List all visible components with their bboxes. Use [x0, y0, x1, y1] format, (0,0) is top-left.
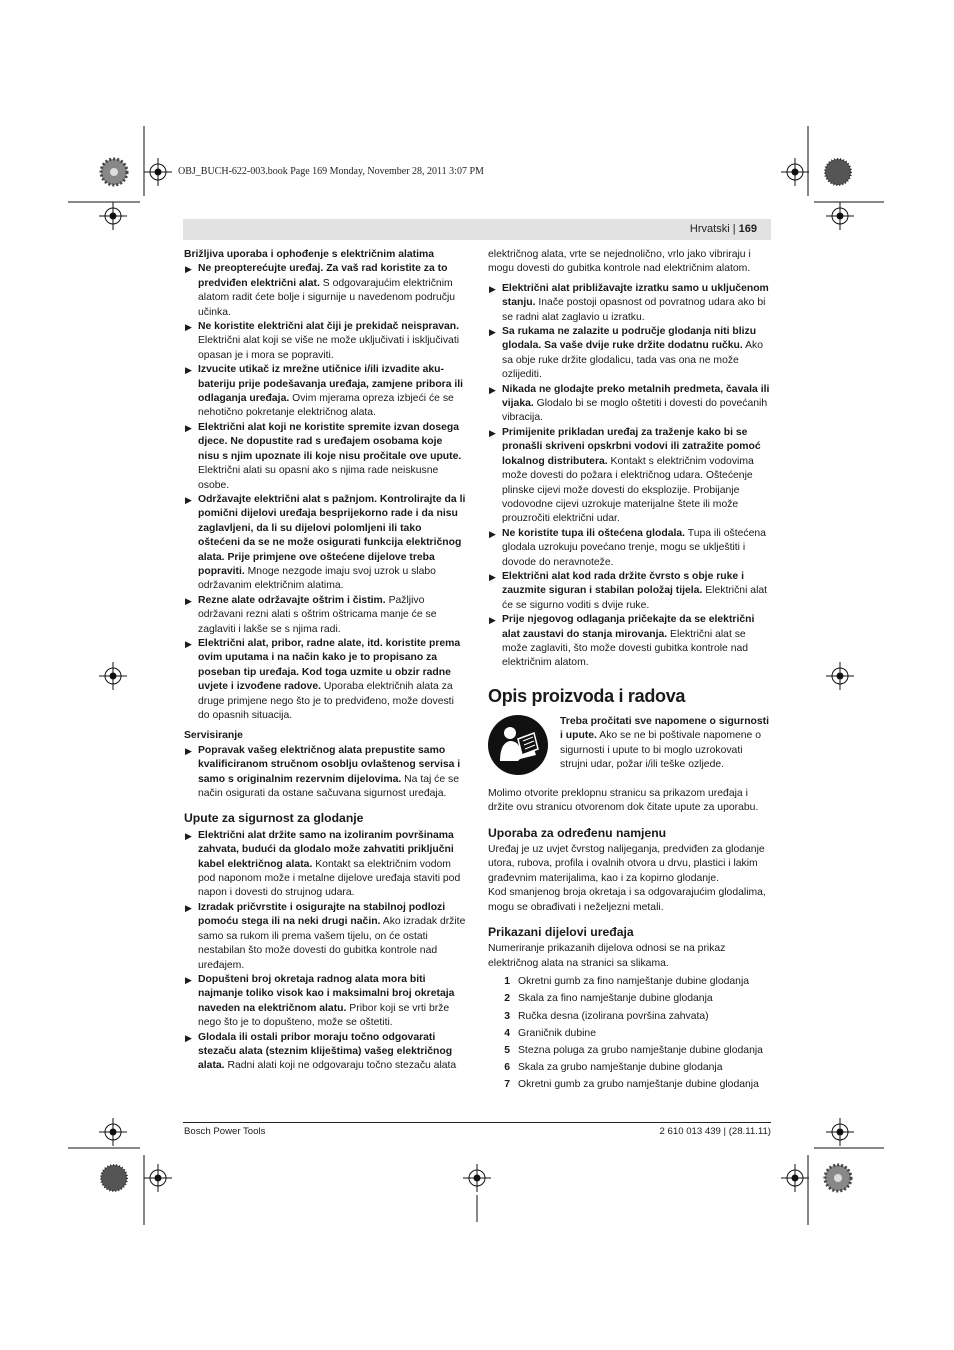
part-item	[488, 1044, 770, 1058]
section-heading: Prikazani dijelovi uređaja	[488, 925, 634, 940]
fold-note: Molimo otvorite preklopnu stranicu sa prikazom uređaja i držite ovu stranicu otvorenom dok čitate upute za uporabu.	[488, 787, 759, 814]
item-bold: Sa rukama ne zalazite u područje glodanja niti blizu glodala. Sa vaše dvije ruke držite dodatnu ručku.	[502, 326, 757, 352]
item-text: Tupa ili oštećena glodala uzrokuju povećano trenje, mogu se uklještiti i dovode do neravnoteže.	[502, 527, 766, 568]
registration-mark-icon	[781, 158, 809, 186]
part-item	[488, 1027, 770, 1041]
color-wheel-icon	[101, 159, 127, 185]
item-text: Uporaba električnih alata za druge primjene nego što je to predviđeno, može dovesti do opasnih situacija.	[198, 681, 454, 721]
item-bold: Održavajte električni alat s pažnjom. Kontrolirajte da li pomični dijelovi uređaja besprijekorno rade i da nisu zaglavljeni, da li su dijelovi polomljeni ili tako oštećeni da se ne može osigurati funkcija električnog alata. Prije primjene ove oštećene dijelove treba popraviti.	[198, 493, 466, 577]
bullet-arrow-icon: ▶	[185, 422, 192, 433]
color-wheel-icon	[825, 1165, 851, 1191]
section1-list	[184, 262, 466, 723]
item-bold: Dopušteni broj okretaja radnog alata mora biti najmanje toliko visok kao i maksimalni broj okretaja naveden na električnom alatu.	[198, 973, 455, 1014]
right-list	[488, 282, 770, 671]
list-item	[488, 325, 770, 383]
print-info: OBJ_BUCH-622-003.book Page 169 Monday, November 28, 2011 3:07 PM	[178, 166, 484, 177]
bullet-arrow-icon: ▶	[185, 595, 192, 606]
section-title: Brižljiva uporaba i ophođenje s električnim alatima	[184, 249, 435, 260]
intended-use-text: Kod smanjenog broja okretaja i sa odgovarajućim glodalima, mogu se obrađivati i neželjezni metali.	[488, 887, 766, 913]
registration-mark-icon	[826, 1118, 854, 1146]
part-item	[488, 992, 770, 1006]
bullet-arrow-icon: ▶	[185, 365, 192, 376]
item-bold: Prije njegovog odlaganja pričekajte da se električni alat zaustavi do stanja mirovanja.	[502, 614, 755, 640]
list-item	[184, 493, 466, 594]
item-bold: Ne preopterećujte uređaj. Za vaš rad koristite za to predviđen električni alat.	[198, 263, 448, 289]
read-manual-icon	[488, 715, 548, 775]
warning-bold: Treba pročitati sve napomene o sigurnosti i upute.	[560, 715, 770, 742]
registration-mark-icon	[99, 662, 127, 690]
part-label: Okretni gumb za grubo namještanje dubine glodanja	[518, 1079, 759, 1091]
part-number: 5	[504, 1045, 510, 1057]
list-item	[488, 383, 770, 426]
left-column	[184, 248, 466, 1074]
item-text: Električni alat koji se više ne može uključivati i isključivati opasan je i mora se popraviti.	[198, 335, 460, 361]
footer-left: Bosch Power Tools	[184, 1126, 266, 1137]
page-header: Hrvatski | 169	[183, 219, 771, 240]
item-text: Ako sa obje ruke držite glodalicu, tada vas ona ne može ozlijediti.	[502, 340, 764, 381]
registration-mark-icon	[99, 202, 127, 230]
item-bold: Izradak pričvrstite i osigurajte na stabilnoj podlozi pomoću stega ili na neki drugi način.	[198, 901, 446, 928]
item-bold: Glodala ili ostali pribor moraju točno odgovarati stezaču alata (steznim kliještima) vašeg električnog alata.	[198, 1031, 453, 1072]
item-bold: Izvucite utikač iz mrežne utičnice i/ili izvadite aku-bateriju prije podešavanja uređaja, zamjene pribora ili odlaganja uređaja.	[198, 364, 464, 405]
item-bold: Električni alat koji ne koristite spremite izvan dosega djece. Ne dopustite rad s uređajem osobama koje nisu s njim upoznate ili koje nisu pročitale ove upute.	[198, 421, 462, 462]
item-text: Ako izradak držite samo sa rukom ili prema vašem tijelu, on će ostati nestabilan što može dovesti do gubitka kontrole nad uređajem.	[198, 916, 466, 971]
part-number: 4	[504, 1027, 510, 1039]
item-text: Glodalo bi se moglo oštetiti i dovesti do povećanih vibracija.	[502, 398, 768, 424]
list-item	[184, 594, 466, 637]
registration-mark-icon	[826, 662, 854, 690]
item-bold: Ne koristite tupa ili oštećena glodala.	[502, 527, 686, 539]
parts-intro: Numeriranje prikazanih dijelova odnosi se na prikaz električnog alata na stranici sa slikama.	[488, 943, 726, 969]
bullet-arrow-icon: ▶	[185, 638, 192, 649]
list-item	[184, 320, 466, 363]
item-bold: Električni alat, pribor, radne alate, itd. koristite prema ovim uputama i na način kako je to propisano za poseban tip uređaja. Kod toga uzmite u obzir radne uvjete i izvođene radove.	[198, 637, 461, 693]
bullet-arrow-icon: ▶	[185, 830, 192, 841]
bullet-arrow-icon: ▶	[489, 528, 496, 539]
item-text: Kontakt sa električnim vodom pod naponom može i metalne dijelove uređaja staviti pod napon i dovesti do strujnog udara.	[198, 858, 461, 899]
item-text: Inače postoji opasnost od povratnog udara ako bi se radni alat zaglavio u izratku.	[502, 297, 766, 323]
section2-list	[184, 744, 466, 802]
footer-divider	[183, 1122, 771, 1123]
part-item	[488, 1061, 770, 1075]
item-bold: Rezne alate održavajte oštrim i čistim.	[198, 594, 386, 606]
bullet-arrow-icon: ▶	[185, 974, 192, 985]
section-heading: Uporaba za određenu namjenu	[488, 825, 667, 840]
section-heading: Upute za sigurnost za glodanje	[184, 811, 364, 826]
item-text: Mnoge nezgode imaju svoj uzrok u slabo održavanim električnim alatima.	[198, 565, 436, 592]
item-bold: Popravak vašeg električnog alata prepustite samo kvalificiranom stručnom osoblju ovlaštenog servisa i samo s originalnim rezervnim dijelovima.	[198, 744, 461, 785]
item-bold: Primijenite prikladan uređaj za traženje kako bi se pronašli skriveni opskrbni vodovi ili zatražite pomoć lokalnog distributera.	[502, 426, 761, 467]
bullet-arrow-icon: ▶	[489, 283, 496, 294]
list-item	[488, 613, 770, 671]
bullet-arrow-icon: ▶	[489, 327, 496, 338]
part-item	[488, 975, 770, 989]
item-bold: Električni alat približavajte izratku samo u uključenom stanju.	[502, 282, 769, 309]
part-label: Skala za grubo namještanje dubine glodanja	[518, 1062, 723, 1074]
registration-mark-icon	[99, 1118, 127, 1146]
item-bold: Električni alat držite samo na izoliranim površinama zahvata, budući da glodalo može zahvatiti priključni kabel električnog alata.	[198, 829, 454, 870]
bullet-arrow-icon: ▶	[489, 427, 496, 438]
part-label: Stezna poluga za grubo namještanje dubine glodanja	[518, 1045, 763, 1057]
list-item	[488, 426, 770, 527]
item-text: Pažljivo održavani rezni alati s oštrim oštricama manje će se zaglaviti i lakše se s njima radi.	[198, 594, 437, 635]
part-label: Graničnik dubine	[518, 1027, 596, 1039]
registration-mark-icon	[144, 1164, 172, 1192]
section3-list	[184, 829, 466, 1074]
list-item	[184, 262, 466, 320]
registration-mark-icon	[826, 202, 854, 230]
header-language: Hrvatski	[689, 223, 730, 235]
item-bold: Električni alat kod rada držite čvrsto s obje ruke i zauzmite siguran i stabilan položaj tijela.	[502, 570, 744, 597]
item-text: S odgovarajućim električnim alatom radit ćete bolje i sigurnije u navedenom području učinka.	[198, 277, 456, 318]
list-item	[184, 421, 466, 493]
part-item	[488, 1078, 770, 1092]
warning-text: Ako se ne bi poštivale napomene o sigurnosti i upute to bi moglo uzrokovati strujni udar, požar i/ili teške ozljede.	[560, 730, 762, 770]
color-wheel-icon	[825, 159, 851, 185]
item-text: Električni alat se može zaglaviti, što može dovesti gubitka kontrole nad električnim alatom.	[502, 628, 749, 669]
part-number: 7	[504, 1079, 510, 1091]
item-text: Električni alat će se sigurno voditi s dvije ruke.	[502, 585, 768, 611]
page-number: 169	[738, 223, 757, 235]
registration-mark-icon	[781, 1164, 809, 1192]
list-item	[488, 527, 770, 570]
list-item	[488, 282, 770, 325]
item-text: Na taj će se način osigurati da ostane sačuvana sigurnost uređaja.	[198, 773, 460, 800]
item-text: Kontakt s električnim vodovima može dovesti do požara i električnog udara. Oštećenje plinske cijevi može dovesti do eksplozije. Probijanje vodovodne cijevi uzrokuje materijalne štete ili može prouzročiti električni udar.	[502, 455, 754, 525]
list-item	[184, 973, 466, 1031]
list-item	[184, 1031, 466, 1074]
list-item	[488, 570, 770, 613]
bullet-arrow-icon: ▶	[185, 494, 192, 505]
part-number: 1	[504, 976, 510, 988]
item-text: Radni alati koji ne odgovaraju točno stezaču alata	[224, 1060, 457, 1072]
bullet-arrow-icon: ▶	[185, 264, 192, 275]
part-item	[488, 1010, 770, 1024]
part-label: Skala za fino namještanje dubine glodanja	[518, 993, 713, 1005]
part-label: Ručka desna (izolirana površina zahvata)	[518, 1010, 709, 1022]
bullet-arrow-icon: ▶	[489, 615, 496, 626]
part-label: Okretni gumb za fino namještanje dubine glodanja	[518, 976, 750, 988]
item-text: Ovim mjerama opreza izbjeći će se nehotično pokretanje električnog alata.	[198, 393, 454, 419]
bullet-arrow-icon: ▶	[185, 1032, 192, 1043]
parts-list	[488, 975, 770, 1093]
warning-box	[488, 715, 770, 775]
item-text: Pribor koji se vrti brže nego što je to dopušteno, može se oštetiti.	[198, 1002, 450, 1029]
part-number: 3	[504, 1010, 510, 1022]
main-title: Opis proizvoda i radova	[488, 685, 686, 706]
item-bold: Nikada ne glodajte preko metalnih predmeta, čavala ili vijaka.	[502, 383, 770, 410]
item-bold: Ne koristite električni alat čiji je prekidač neispravan.	[198, 321, 460, 333]
bullet-arrow-icon: ▶	[185, 322, 192, 333]
registration-mark-icon	[463, 1164, 491, 1192]
list-item	[184, 829, 466, 901]
bullet-arrow-icon: ▶	[185, 902, 192, 913]
list-item	[184, 744, 466, 802]
item-text: Električni alati su opasni ako s njima rade neiskusne osobe.	[198, 465, 439, 491]
list-item	[184, 363, 466, 421]
list-item	[184, 901, 466, 973]
part-number: 2	[504, 993, 510, 1005]
bullet-arrow-icon: ▶	[185, 745, 192, 756]
list-item	[184, 637, 466, 723]
part-number: 6	[504, 1062, 510, 1074]
intended-use-text: Uređaj je uz uvjet čvrstog nalijeganja, predviđen za glodanje utora, rubova, profila i ovalnih otvora u drvu, plastici i lakim građevnim materijalima, kao i za kopirno glodanje.	[488, 844, 765, 884]
right-column	[488, 248, 770, 1096]
footer-right: 2 610 013 439 | (28.11.11)	[659, 1126, 771, 1137]
continuation-text: električnog alata, vrte se nejednolično, vrlo jako vibriraju i mogu dovesti do gubitka kontrole nad električnim alatom.	[488, 249, 751, 275]
bullet-arrow-icon: ▶	[489, 571, 496, 582]
bullet-arrow-icon: ▶	[489, 384, 496, 395]
section-title: Servisiranje	[184, 730, 243, 742]
registration-mark-icon	[144, 158, 172, 186]
color-wheel-icon	[101, 1165, 127, 1191]
